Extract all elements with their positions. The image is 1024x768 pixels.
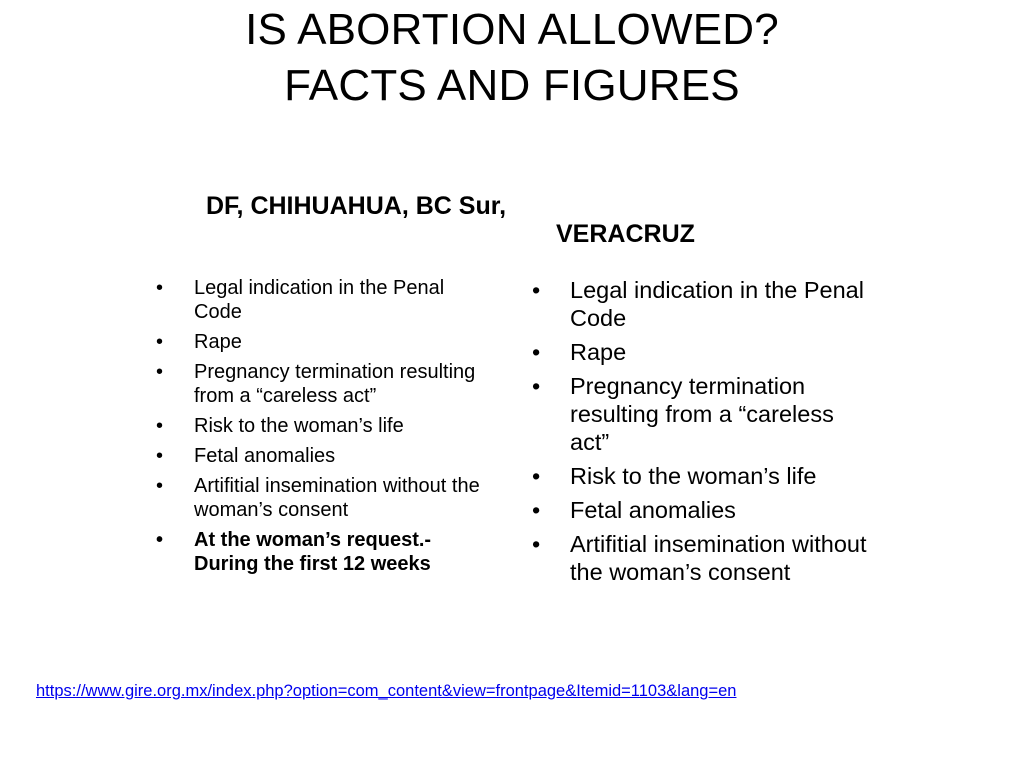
right-column-header: VERACRUZ	[556, 220, 695, 248]
bullet-icon: •	[156, 415, 164, 437]
list-item-emphasized	[156, 528, 494, 576]
list-item-text: Pregnancy termination resulting from a “careless act”	[194, 361, 476, 407]
list-item-text: Risk to the woman’s life	[194, 415, 404, 437]
list-item	[156, 474, 494, 522]
list-item	[532, 496, 870, 524]
list-item-text: Legal indication in the Penal Code	[570, 277, 864, 331]
bullet-icon: •	[156, 331, 164, 353]
bullet-icon: •	[532, 463, 541, 489]
list-item-text: Rape	[194, 331, 242, 353]
left-bullet-list	[156, 276, 494, 582]
left-column-header: DF, CHIHUAHUA, BC Sur,	[206, 192, 507, 220]
list-item-text: Legal indication in the Penal Code	[194, 277, 445, 323]
bullet-icon: •	[532, 339, 541, 365]
bullet-icon: •	[532, 277, 541, 303]
bullet-icon: •	[156, 361, 164, 383]
list-item	[532, 338, 870, 366]
list-item-text: Artifitial insemination without the woman’s consent	[570, 531, 867, 585]
bullet-icon: •	[156, 529, 164, 551]
list-item-text: At the woman’s request.- During the first 12 weeks	[194, 529, 432, 575]
list-item	[532, 276, 870, 332]
list-item	[532, 530, 870, 586]
list-item	[156, 414, 494, 438]
source-link[interactable]: https://www.gire.org.mx/index.php?option=com_content&view=frontpage&Itemid=1103&lang=en	[36, 682, 737, 700]
bullet-icon: •	[532, 497, 541, 523]
bullet-icon: •	[156, 277, 164, 299]
list-item-text: Fetal anomalies	[194, 445, 336, 467]
list-item-text: Pregnancy termination resulting from a “careless act”	[570, 373, 834, 455]
title-line-2: FACTS AND FIGURES	[284, 61, 740, 110]
list-item	[156, 330, 494, 354]
title-line-1: IS ABORTION ALLOWED?	[245, 5, 779, 54]
bullet-icon: •	[532, 531, 541, 557]
slide-title	[0, 2, 1024, 114]
list-item	[532, 372, 870, 456]
bullet-icon: •	[156, 445, 164, 467]
list-item-text: Risk to the woman’s life	[570, 463, 817, 489]
list-item-text: Artifitial insemination without the woman’s consent	[194, 475, 480, 521]
list-item	[156, 444, 494, 468]
bullet-icon: •	[532, 373, 541, 399]
list-item	[156, 276, 494, 324]
list-item	[156, 360, 494, 408]
right-bullet-list	[532, 276, 870, 592]
list-item	[532, 462, 870, 490]
list-item-text: Fetal anomalies	[570, 497, 736, 523]
bullet-icon: •	[156, 475, 164, 497]
list-item-text: Rape	[570, 339, 627, 365]
